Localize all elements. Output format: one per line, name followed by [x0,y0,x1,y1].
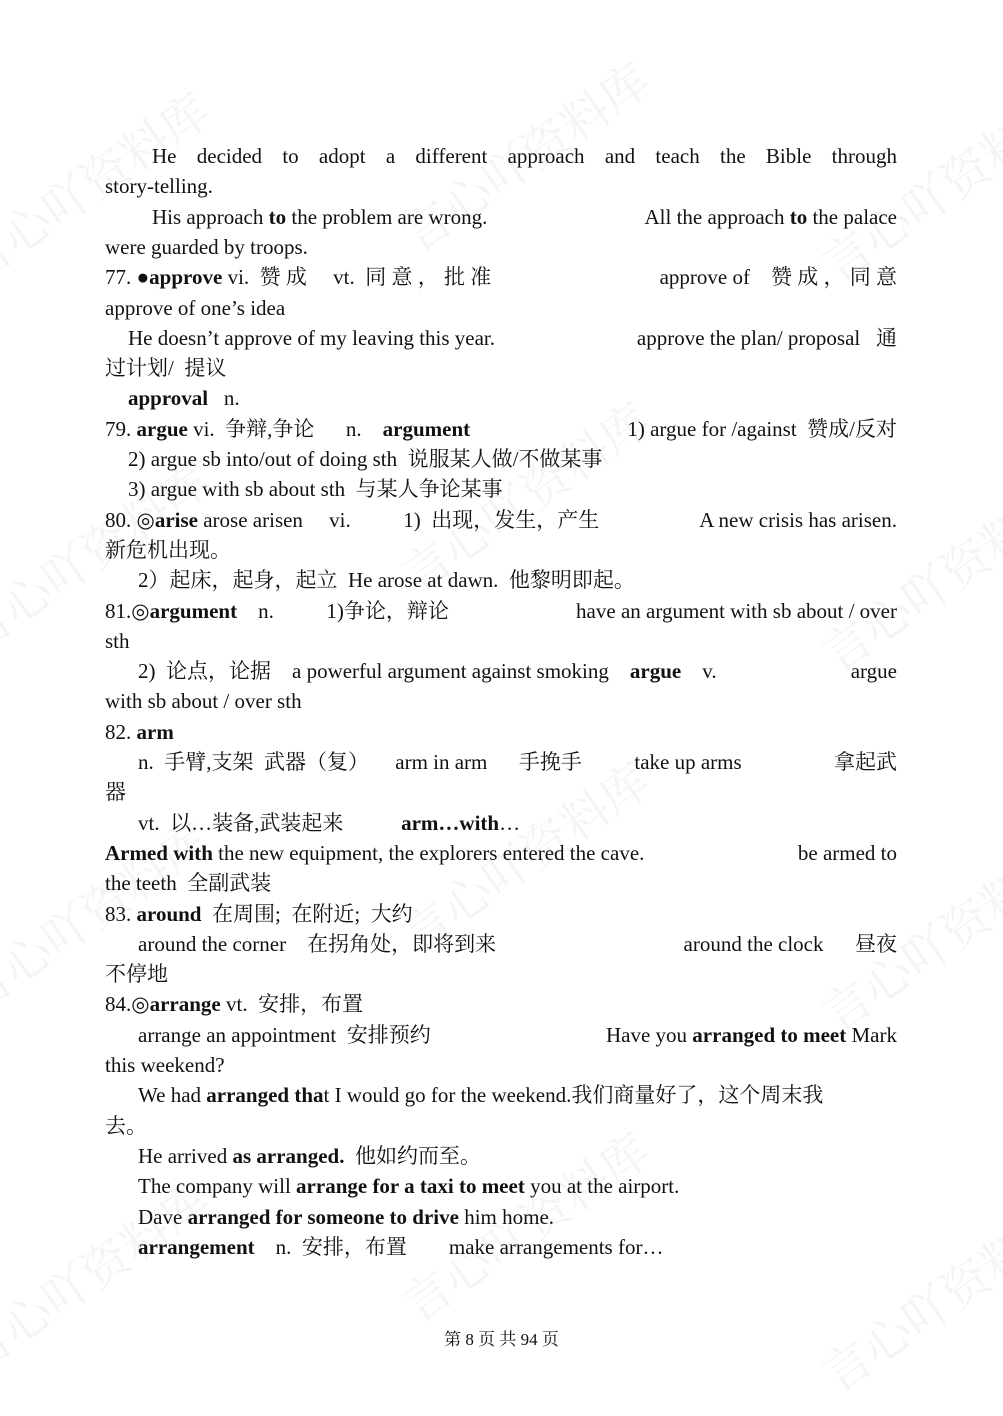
line-left-part [138,1141,481,1171]
text-line [105,414,897,444]
line-left-part [138,929,496,959]
line-left-part [138,1080,823,1110]
line-right-part [851,656,897,686]
bold-term: to [789,204,808,229]
text-line [138,808,897,838]
line-right-part [576,596,897,626]
bold-term: as arranged. [232,1143,345,1168]
text-line [105,232,897,262]
line-left-part [128,474,503,504]
text-line [105,1111,897,1141]
text-line [105,505,897,535]
text-line [105,838,897,868]
line-left-part [128,383,240,413]
text-segment: 他如约而至。 [344,1143,481,1168]
line-left-part [138,1232,663,1262]
text-line [138,1141,897,1171]
text-segment: 3) argue with sb about sth 与某人争论某事 [128,477,503,502]
line-left-part [105,717,174,747]
line-right-part [627,414,897,444]
text-segment: 2）起床，起身，起立 He arose at dawn. 他黎明即起。 [138,568,635,593]
bold-term: arranged for someone to drive [187,1204,459,1229]
text-segment: 拿起武 [834,750,897,774]
text-segment: 1) argue for /against 赞成/反对 [627,416,897,441]
text-segment: … [499,810,521,835]
text-line [128,444,897,474]
text-segment: 82. [105,719,137,744]
text-line [152,141,897,171]
text-segment: He decided to adopt a different approach and teach the Bible through [152,144,897,168]
bold-term: arrangement [138,1234,255,1259]
line-left-part [152,141,897,171]
line-right-part [660,262,897,292]
bold-term: arranged tha [206,1083,324,1108]
text-segment: vt. 安排，布置 [220,992,364,1017]
line-left-part [152,202,487,232]
text-segment: 2) 论点，论据 a powerful argument against smoking [138,659,630,684]
line-left-part [105,232,308,262]
text-segment: n. 手臂,支架 武器（复） arm in arm 手挽手 take up arms [138,750,742,774]
text-segment: vt. 以…装备,武装起来 [138,810,402,835]
line-left-part [138,808,520,838]
line-left-part [105,1050,225,1080]
line-left-part [105,868,271,898]
line-left-part [105,535,231,565]
text-segment: be armed to [797,840,897,865]
line-right-part [699,505,897,535]
line-left-part [128,444,602,474]
text-line [105,626,897,656]
text-segment: 过计划/ 提议 [105,356,227,381]
text-segment: n. 安排，布置 make arrangements for… [254,1234,664,1259]
line-left-part [105,626,130,656]
text-segment: you at the airport. [524,1174,680,1199]
text-segment: with sb about / over sth [105,689,302,714]
text-line [128,474,897,504]
line-left-part [138,1020,431,1050]
text-segment: He arrived [138,1143,233,1168]
text-line [105,989,897,1019]
text-line [138,1232,897,1262]
text-segment: were guarded by troops. [105,234,308,259]
text-segment: the problem are wrong. [286,204,488,229]
text-line [138,1080,897,1110]
line-left-part [105,989,363,1019]
text-segment: 83. [105,901,137,926]
text-line [105,959,897,989]
text-line [105,535,897,565]
line-right-part [684,929,897,959]
text-segment: t I would go for the weekend.我们商量好了，这个周末我 [323,1083,824,1108]
text-segment: The company will [138,1174,297,1199]
bold-term: argue [136,416,188,441]
bold-term: approval [128,386,209,411]
text-segment: 77. [105,265,137,290]
text-line [128,383,897,413]
line-left-part [105,1111,147,1141]
line-left-part [105,777,126,807]
text-line [138,747,897,777]
bold-term: around [136,901,202,926]
line-left-part [138,1171,679,1201]
text-line [105,293,897,323]
text-segment: story-telling. [105,174,213,199]
text-line [152,202,897,232]
bold-term: arranged to meet [692,1022,847,1047]
text-line [138,656,897,686]
text-segment: arrange an appointment 安排预约 [138,1022,431,1047]
text-line [138,1202,897,1232]
line-left-part [105,293,285,323]
bold-term: argue [629,659,682,684]
text-segment: n. [208,386,240,411]
line-left-part [138,747,742,777]
text-segment: sth [105,628,130,653]
text-segment: Have you [605,1022,693,1047]
line-left-part [105,899,413,929]
text-segment: Dave [138,1204,188,1229]
text-segment: His approach [152,204,269,229]
text-line [105,171,897,201]
text-segment: 2) argue sb into/out of doing sth 说服某人做/不做某事 [128,447,603,471]
text-line [105,596,897,626]
bold-term: argument [382,416,471,441]
line-right-part [606,1020,897,1050]
line-left-part [138,1202,554,1232]
line-left-part [105,505,599,535]
line-left-part [105,959,168,989]
bold-term: arrange [149,992,221,1017]
text-line [138,565,897,595]
text-segment: 84.◎ [105,992,150,1017]
text-line [105,777,897,807]
text-segment: vi. 赞 成 vt. 同 意 ， 批 准 [222,265,492,290]
line-left-part [105,414,470,444]
text-segment: v. [681,659,717,684]
text-segment: 在周围; 在附近; 大约 [201,901,413,926]
bold-term: argument [149,598,238,623]
text-segment: approve of one’s idea [105,295,286,320]
text-segment: the palace [807,204,897,229]
text-segment: argue [850,659,897,684]
bold-term: ●approve [136,265,223,290]
text-line [105,717,897,747]
line-left-part [105,171,213,201]
text-segment: n. 1)争论，辩论 [237,598,449,623]
line-left-part [138,565,635,595]
text-line [138,1020,897,1050]
text-line [138,929,897,959]
text-segment: All the approach [644,204,790,229]
text-segment: the teeth 全副武装 [105,871,272,896]
line-left-part [105,838,644,868]
line-right-part [645,202,897,232]
text-segment: around the clock 昼夜 [683,931,897,956]
text-line [105,868,897,898]
bold-term: Armed with [105,840,213,865]
text-segment: arose arisen vi. 1) 出现，发生，产生 [197,507,600,532]
text-segment: 不停地 [105,962,168,987]
text-line [105,899,897,929]
bold-term: arm…with [401,810,500,835]
line-left-part [138,656,717,686]
bold-term: arrange for a taxi to meet [296,1174,525,1199]
text-segment: have an argument with sb about / over [576,598,897,623]
line-left-part [105,262,491,292]
text-line [105,262,897,292]
text-segment: 80. ◎ [105,507,155,532]
bold-term: arm [136,719,174,744]
line-right-part [637,323,897,353]
text-segment: approve of 赞 成 ， 同 意 [659,265,897,290]
text-segment: 去。 [105,1113,147,1138]
text-segment: He doesn’t approve of my leaving this year. [128,325,496,350]
text-segment: 新危机出现。 [105,537,231,562]
text-segment: We had [138,1083,207,1108]
page-footer: 第 8 页 共 94 页 [444,1330,559,1349]
text-segment: vi. 争辩,争论 n. [187,416,383,441]
text-line [128,323,897,353]
text-segment: this weekend? [105,1053,225,1077]
line-left-part [105,353,226,383]
line-right-part [798,838,897,868]
text-line [105,353,897,383]
bold-term: to [268,204,287,229]
line-left-part [128,323,495,353]
line-left-part [105,596,449,626]
text-segment: 79. [105,416,137,441]
text-segment: approve the plan/ proposal 通 [636,325,897,350]
text-segment: Mark [846,1022,897,1047]
text-line [105,1050,897,1080]
text-line [138,1171,897,1201]
text-segment: around the corner 在拐角处，即将到来 [138,931,497,956]
text-segment: 81.◎ [105,598,150,623]
bold-term: arise [154,507,198,532]
text-line [105,686,897,716]
text-segment: him home. [458,1204,555,1229]
line-left-part [105,686,302,716]
line-right-part [834,747,897,777]
text-segment: A new crisis has arisen. [699,507,897,532]
text-segment: 器 [105,780,126,805]
text-segment: the new equipment, the explorers entered the cave. [212,840,645,865]
